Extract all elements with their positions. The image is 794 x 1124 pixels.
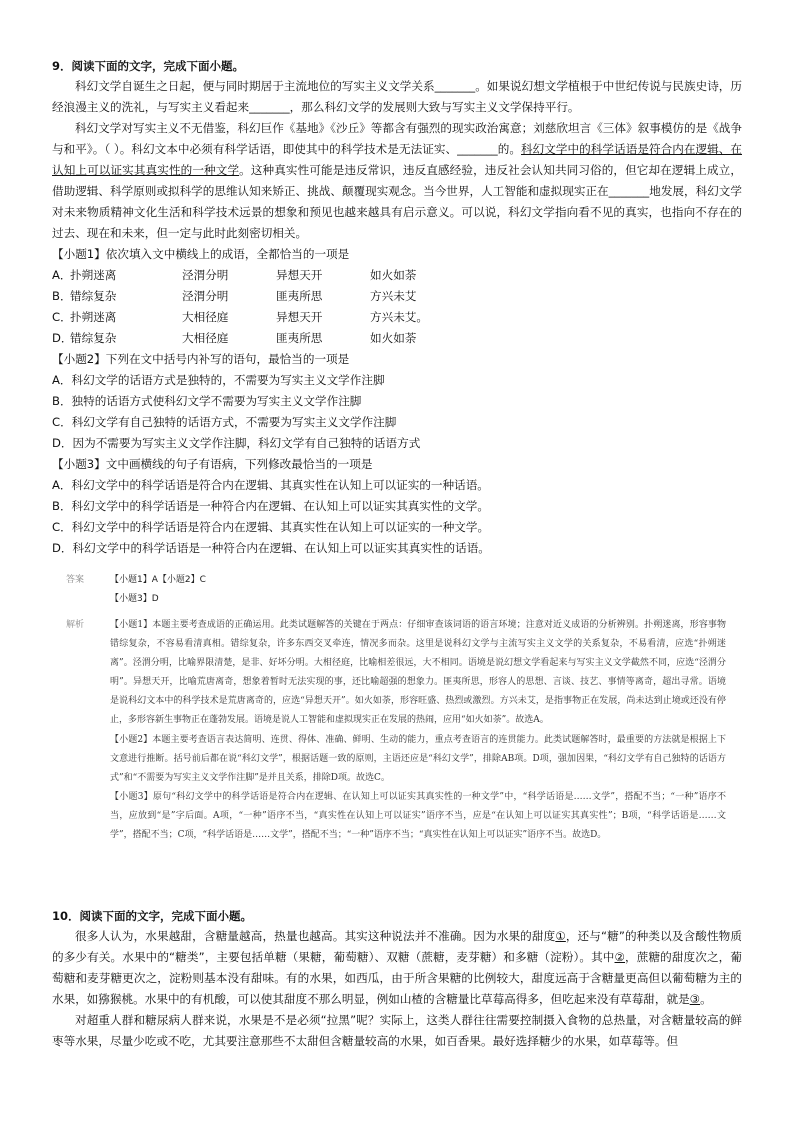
- sub-question-1-stem: 【小题1】依次填入文中横线上的成语，全都恰当的一项是: [52, 247, 350, 261]
- option-word: 异想天开: [276, 310, 323, 324]
- paragraph-text: ，蔗糖的甜度次之，葡萄糖和麦芽糖更次之，淀粉则基本没有甜味。有的水果，如西瓜，由于所含果糖的比例较大，甜度远高于含糖量更高但以葡萄糖为主的水果，如猕猴桃。水果中的有机酸，可以使其甜度不那么明显，例如山楂的含糖量比草莓高得多，但吃起来没有草莓甜，就是: [52, 950, 742, 1006]
- sub-question-1-option-d: [52, 328, 742, 349]
- option-word: 匪夷所思: [276, 289, 323, 303]
- answer-section: [66, 571, 726, 609]
- option-label: D．: [52, 331, 73, 345]
- sub-question-2-option-d: D．因为不需要为写实主义文学作注脚，科幻文学有自己独特的话语方式: [52, 436, 421, 450]
- option-word: 泾渭分明: [182, 268, 229, 282]
- paragraph-text: 很多人认为，水果越甜，含糖量越高，热量也越高。其实这种说法并不准确。因为水果的甜度: [75, 929, 556, 943]
- analysis-body: [110, 616, 726, 845]
- question-9-paragraph-2: [52, 118, 742, 244]
- sub-question-2-option-c: C．科幻文学有自己独特的话语方式，不需要为写实主义文学作注脚: [52, 415, 397, 429]
- blank-marker-3: ③: [689, 992, 701, 1006]
- paragraph-text: ，还与“糖”的种类以及含酸性物质的多少有关。水果中的“糖类”，主要包括单糖（果糖，葡萄糖）、双糖（蔗糖，麦芽糖）和多糖（淀粉）。其中: [52, 929, 742, 964]
- sub-question-3-option-d: D．科幻文学中的科学话语是一种符合内在逻辑、在认知上可以证实其真实性的话语。: [52, 541, 490, 555]
- option-word: 异想天开: [276, 268, 323, 282]
- sub-question-2-option-b: B．独特的话语方式使科幻文学不需要为写实主义文学作注脚: [52, 394, 362, 408]
- paragraph-2-text-a: 科幻文学对写实主义不无借鉴，科幻巨作《基地》《沙丘》等都含有强烈的现实政治寓意；刘慈欣坦言《三体》叙事模仿的是《战争与和平》。（ ）。科幻文本中必须有科学话语，即使其中的科学技术是无法证实、_______的。: [52, 121, 742, 156]
- answer-line-2: 【小题3】D: [110, 594, 159, 604]
- sub-question-1-option-c: [52, 307, 742, 328]
- option-word: 泾渭分明: [182, 289, 229, 303]
- option-word: 错综复杂: [70, 289, 117, 303]
- blank-marker-2: ②: [614, 950, 626, 964]
- option-word: 大相径庭: [182, 310, 229, 324]
- question-9-paragraph-1: 科幻文学自诞生之日起，便与同时期居于主流地位的写实主义文学关系_______。如果说幻想文学植根于中世纪传说与民族史诗，历经浪漫主义的洗礼，与写实主义看起来_______，那么科幻文学的发展则大致与写实主义文学保持平行。: [52, 79, 742, 114]
- question-10-paragraph-1: [52, 926, 742, 1010]
- option-word: 方兴未艾。: [370, 310, 428, 324]
- paragraph-text: 。: [700, 992, 712, 1006]
- sub-question-3-stem: 【小题3】文中画横线的句子有语病，下列修改最恰当的一项是: [52, 457, 373, 471]
- option-word: 如火如荼: [370, 268, 417, 282]
- sub-question-2-option-a: A．科幻文学的话语方式是独特的，不需要为写实主义文学作注脚: [52, 373, 385, 387]
- analysis-sub-1: 【小题1】本题主要考查成语的正确运用。此类试题解答的关键在于两点：仔细审查该词语的语言环境；注意对近义成语的分析辨别。扑朔迷离，形容事物错综复杂，不容易看清真相。错综复杂，许多东西交叉牵连，情况多而杂。这里是说科幻文学与主流写实主义文学的关系复杂，不易看清，应选“扑朔迷离”。泾渭分明，比喻界限清楚，是非、好坏分明。大相径庭，比喻相差很远，大不相同。语境是说幻想文学看起来与写实主义文学截然不同，应选“泾渭分明”。异想天开，比喻荒唐离奇，想象着暂时无法实现的事，还比喻超强的想象力。匪夷所思，形容人的思想、言谈、技艺、事情等离奇，超出寻常。语境是说科幻文本中的科学技术是荒唐离奇的，应选“异想天开”。如火如荼，形容旺盛、热烈或激烈。方兴未艾，是指事物正在发展，尚未达到止境或还没有停止，多形容新生事物正在蓬勃发展。语境是说人工智能和虚拟现实正在发展的热闹，应用“如火如荼”。故选A。: [110, 620, 726, 726]
- analysis-sub-2: 【小题2】本题主要考查语言表达简明、连贯、得体、准确、鲜明、生动的能力，重点考查语言的连贯能力。此类试题解答时，最重要的方法就是根据上下文意进行推断。括号前后都在说“科幻文学”，根据话题一致的原则，主语还应是“科幻文学”，排除AB项。D项，强加因果，“科幻文学有自己独特的话语方式”和“不需要为写实主义文学作注脚”是并且关系，排除D项。故选C。: [110, 734, 726, 783]
- option-word: 扑朔迷离: [70, 310, 117, 324]
- sub-question-1-option-a: [52, 265, 742, 286]
- sub-question-3-option-b: B．科幻文学中的科学话语是一种符合内在逻辑、在认知上可以证实其真实性的文学。: [52, 499, 489, 513]
- analysis-label: 解析: [66, 620, 85, 630]
- paragraph-2-text-b: 。这种真实性可能是违反常识，违反直感经验，违反社会认知共同习俗的，但它却在逻辑上成立，借助逻辑、科学原则或拟科学的思维认知来矫正、挑战、颠覆现实观念。当今世界，人工智能和虚拟现实正在_______地发展，科幻文学对未来物质精神文化生活和科学技术远景的想象和预见也越来越具有启示意义。可以说，科幻文学指向看不见的真实，也指向不存在的过去、现在和未来，但一定与此时此刻密切相关。: [52, 163, 742, 240]
- analysis-sub-3: 【小题3】原句“科幻文学中的科学话语是符合内在逻辑、在认知上可以证实其真实性的一种文学”中，“科学话语是……文学”，搭配不当；“一种”语序不当，应放到“是”字后面。A项，“一种”语序不当，“真实性在认知上可以证实”语序不当，应是“在认知上可以证实其真实性”；B项，“科学话语是……文学”，搭配不当；C项，“科学话语是……文学”，搭配不当；“一种”语序不当；“真实性在认知上可以证实”语序不当。故选D。: [110, 791, 726, 841]
- option-word: 方兴未艾: [370, 289, 417, 303]
- sub-question-2-stem: 【小题2】下列在文中括号内补写的语句，最恰当的一项是: [52, 352, 350, 366]
- underlined-sentence: 科幻文学中的科学话语是符合内在逻辑、在认知上可以证实其真实性的一种文学: [52, 142, 742, 177]
- option-label: C．: [52, 310, 72, 324]
- option-word: 错综复杂: [70, 331, 117, 345]
- question-9: [52, 57, 742, 559]
- answer-line-1: 【小题1】A【小题2】C: [110, 575, 206, 585]
- sub-question-3-option-a: A．科幻文学中的科学话语是符合内在逻辑、其真实性在认知上可以证实的一种话语。: [52, 478, 489, 492]
- question-9-title: 9．阅读下面的文字，完成下面小题。: [52, 59, 244, 73]
- blank-marker-1: ①: [555, 929, 566, 943]
- option-word: 扑朔迷离: [70, 268, 117, 282]
- option-word: 如火如荼: [370, 331, 417, 345]
- question-10: [52, 907, 742, 1052]
- question-10-paragraph-2: 对超重人群和糖尿病人群来说，水果是不是必须“拉黑”呢？实际上，这类人群往往需要控制摄入食物的总热量，对含糖量较高的鲜枣等水果，尽量少吃或不吃，尤其要注意那些不太甜但含糖量较高的水果，如百香果。最好选择糖少的水果，如草莓等。但: [52, 1013, 742, 1048]
- sub-question-3-option-c: C．科幻文学中的科学话语是符合内在逻辑、其真实性在认知上可以证实的一种文学。: [52, 520, 490, 534]
- question-10-title: 10．阅读下面的文字，完成下面小题。: [52, 909, 253, 923]
- answer-label: 答案: [66, 575, 85, 585]
- answer-body: [110, 571, 726, 609]
- answer-analysis-block: [66, 571, 726, 845]
- option-label: B．: [52, 289, 72, 303]
- sub-question-1-option-b: [52, 286, 742, 307]
- analysis-section: [66, 616, 726, 845]
- option-label: A．: [52, 268, 72, 282]
- option-word: 大相径庭: [182, 331, 229, 345]
- option-word: 匪夷所思: [276, 331, 323, 345]
